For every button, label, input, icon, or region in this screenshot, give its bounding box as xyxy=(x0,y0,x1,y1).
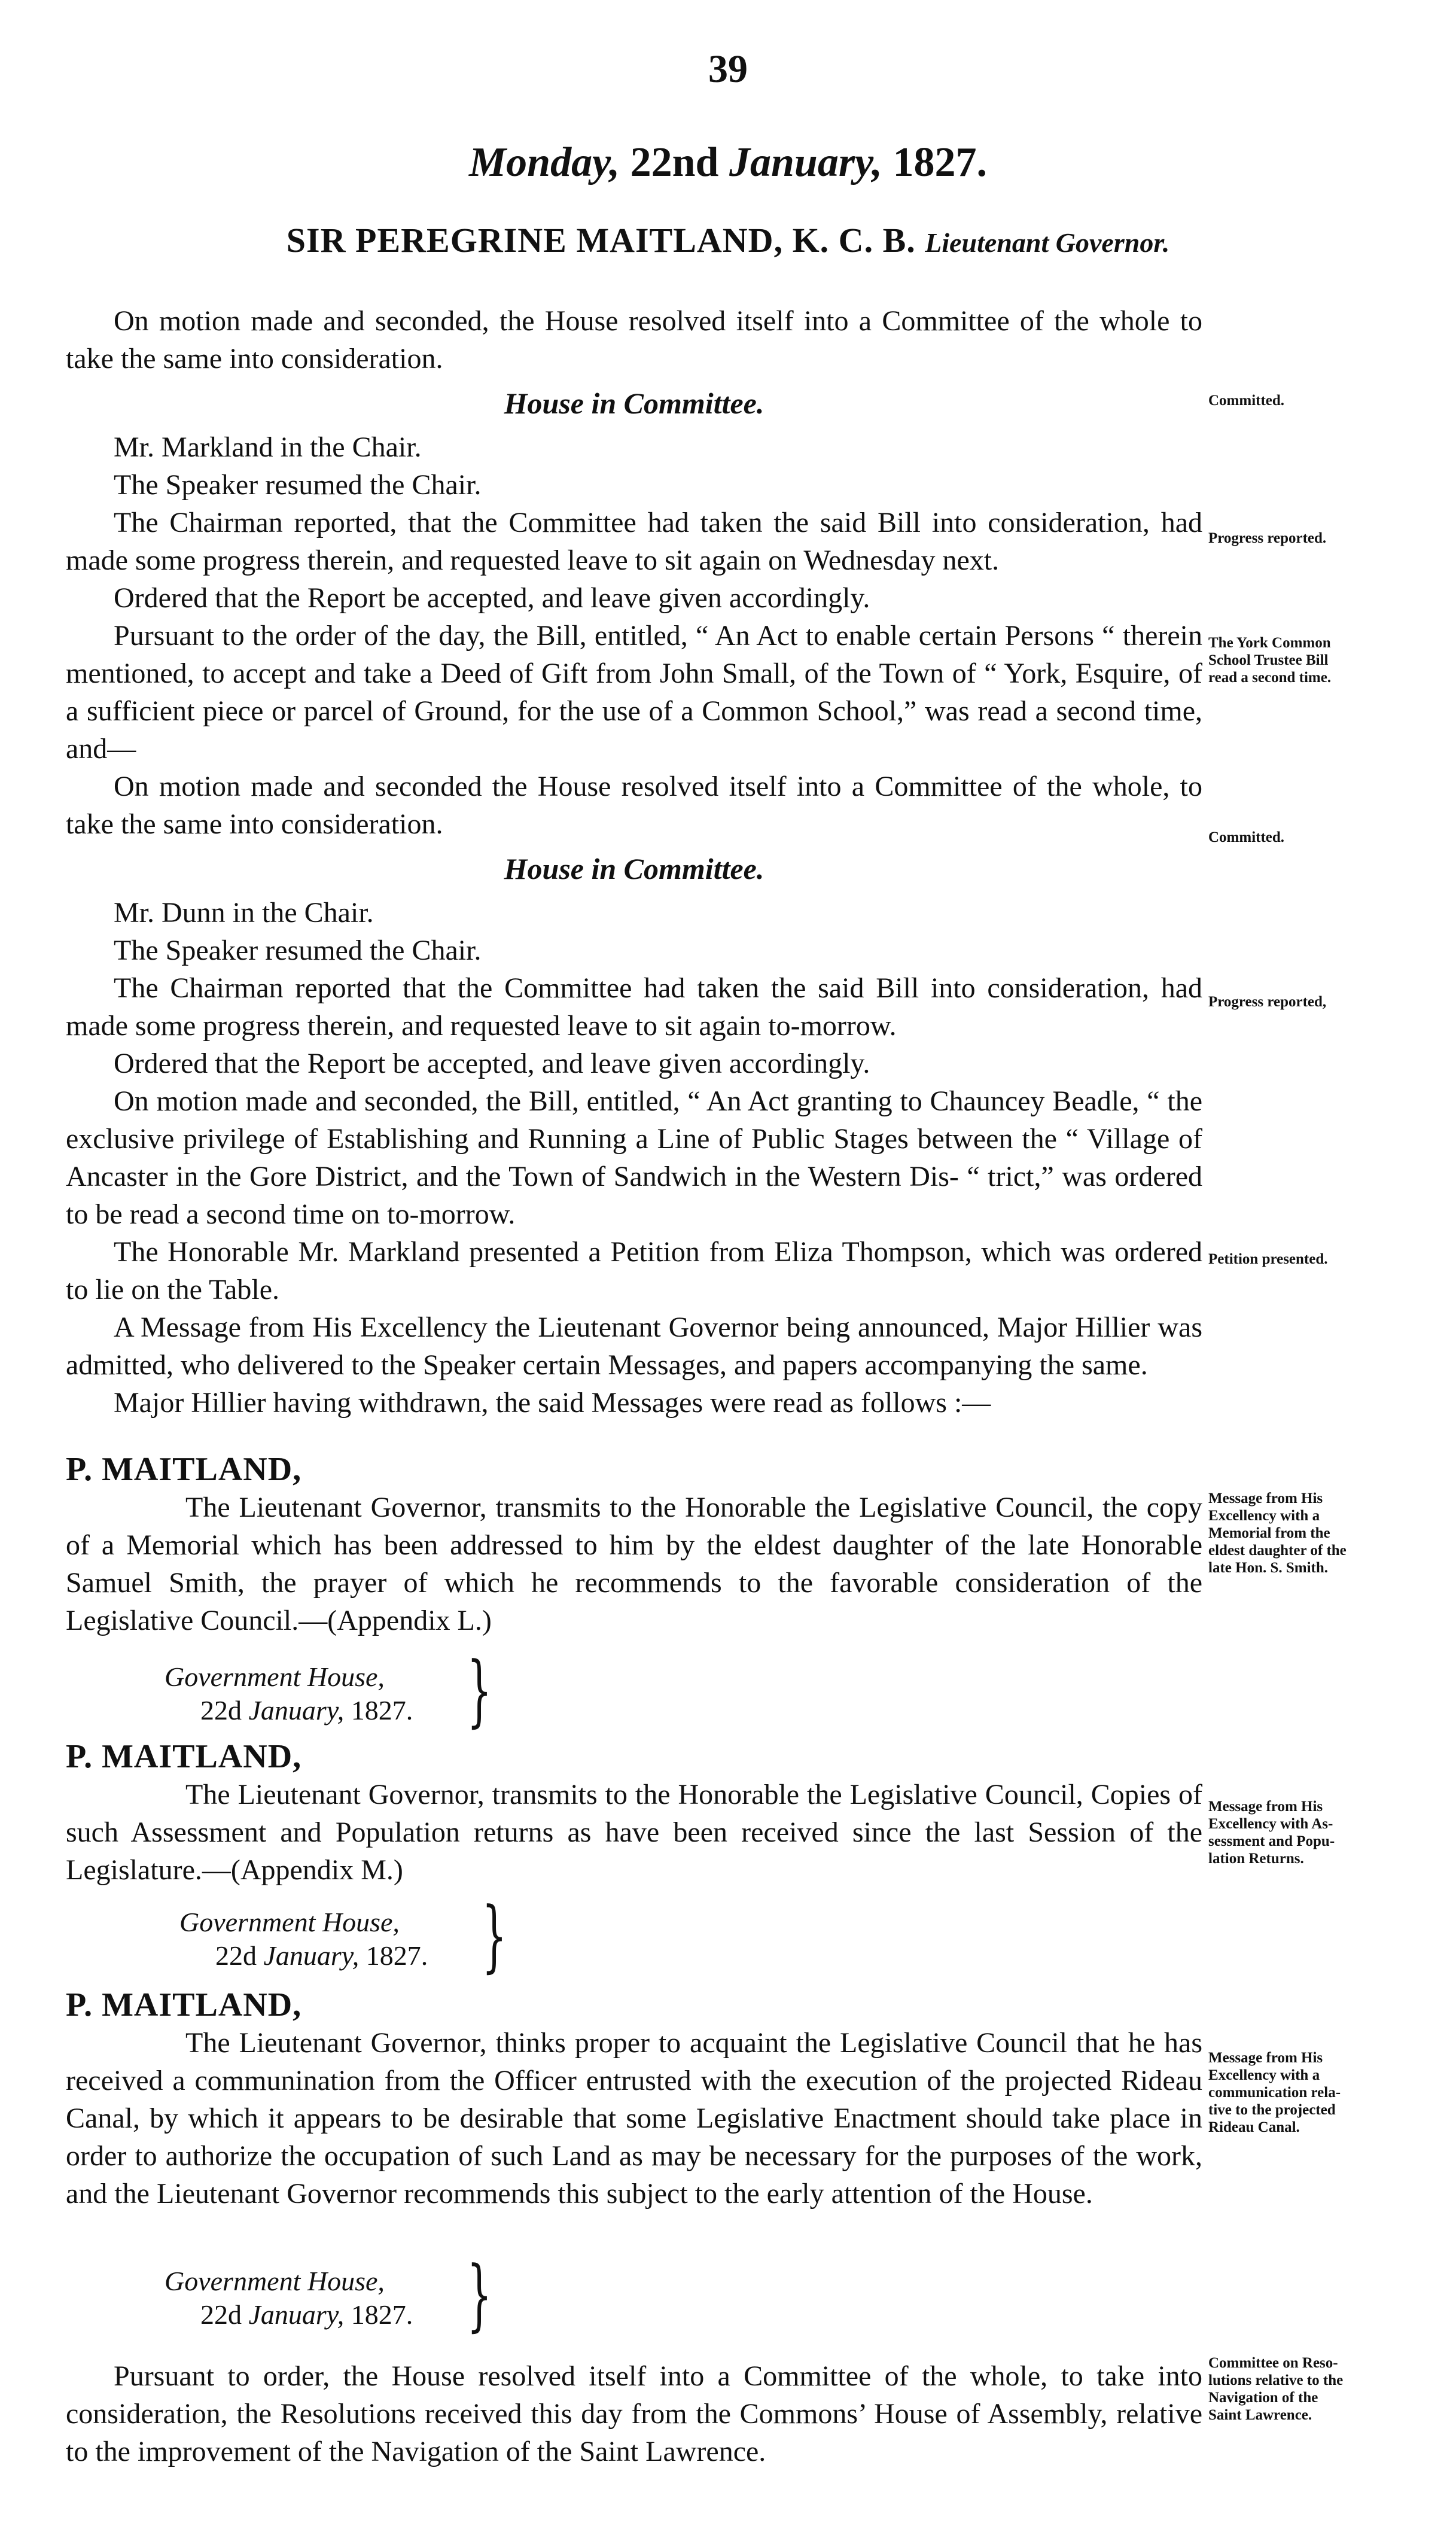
date-year: 1827. xyxy=(351,2299,413,2330)
margin-note-line: communication rela- xyxy=(1208,2084,1341,2101)
margin-note-line: Committed. xyxy=(1208,392,1285,409)
margin-note-line: Rideau Canal. xyxy=(1208,2119,1300,2135)
margin-note-line: Message from His xyxy=(1208,2050,1323,2066)
date-year: 1827. xyxy=(893,139,988,185)
paragraph: Mr. Dunn in the Chair. xyxy=(114,897,374,929)
margin-note-petition xyxy=(1208,1250,1400,1268)
date-num: 22d xyxy=(200,1695,242,1726)
paragraph: The Honorable Mr. Markland presented a Petition from Eliza Thompson, which was ordered to lie on the Table. xyxy=(66,1236,1202,1306)
governor-heading xyxy=(0,220,1456,260)
margin-note-committed xyxy=(1208,829,1400,846)
message-dateline xyxy=(165,2265,413,2332)
margin-note-saint-lawrence xyxy=(1208,2354,1400,2424)
paragraph: Pursuant to the order of the day, the Bill, entitled, “ An Act to enable certain Persons “ therein mentioned, to accept and take a Deed of Gift from John Small, of the Town of “ York, Esquire, of a sufficient piece or parcel of Ground, for the use of a Common School,” was read a second time, and— xyxy=(66,620,1202,765)
paragraph: Pursuant to order, the House resolved itself into a Committee of the whole, to take into consideration, the Resolutions received this day from the Commons’ House of Assembly, relative to the improvement of the Navigation of the Saint Lawrence. xyxy=(66,2360,1202,2467)
margin-note-line: Message from His xyxy=(1208,1799,1323,1815)
message-dateline xyxy=(179,1906,428,1973)
dateline-place: Government House, xyxy=(165,1661,385,1692)
paragraph: The Speaker resumed the Chair. xyxy=(114,935,482,966)
margin-note-line: Memorial from the xyxy=(1208,1525,1330,1541)
dateline-date xyxy=(165,1694,413,1727)
message-block-1 xyxy=(66,1451,1202,1639)
message-text: The Lieutenant Governor, transmits to the Honorable the Legislative Council, Copies of such Assessment and Population returns as have been received since the last Session of the Legislature.—(Appendix M.) xyxy=(66,1779,1202,1886)
paragraph: Major Hillier having withdrawn, the said Messages were read as follows :— xyxy=(114,1387,991,1419)
margin-note-line: Excellency with a xyxy=(1208,2067,1320,2083)
date-month: January, xyxy=(248,2299,345,2330)
paragraph: Mr. Markland in the Chair. xyxy=(114,431,422,463)
margin-note-line: Petition presented. xyxy=(1208,1251,1328,1267)
paragraph: The Chairman reported, that the Committee had taken the said Bill into consideration, had made some progress therein, and requested leave to sit again on Wednesday next. xyxy=(66,507,1202,576)
margin-note-line: sessment and Popu- xyxy=(1208,1833,1335,1849)
message-dateline xyxy=(165,1660,413,1727)
margin-note-line: The York Common xyxy=(1208,635,1331,651)
paragraph: On motion made and seconded, the House resolved itself into a Committee of the whole to take the same into consideration. xyxy=(66,305,1202,375)
margin-note-line: eldest daughter of the xyxy=(1208,1542,1347,1559)
margin-note-assessment xyxy=(1208,1798,1400,1867)
date-weekday: Monday, xyxy=(468,139,620,185)
date-day: 22nd xyxy=(630,139,719,185)
governor-name: SIR PEREGRINE MAITLAND, K. C. B. xyxy=(286,221,916,260)
message-block-2 xyxy=(66,1738,1202,1889)
margin-note-line: Committee on Reso- xyxy=(1208,2355,1338,2371)
margin-note-line: tive to the projected xyxy=(1208,2102,1336,2118)
margin-note-line: read a second time. xyxy=(1208,670,1332,686)
margin-note-progress xyxy=(1208,529,1400,547)
margin-note-line: Excellency with As- xyxy=(1208,1816,1333,1832)
date-month: January, xyxy=(263,1940,360,1971)
margin-note-progress xyxy=(1208,993,1400,1011)
paragraph: Ordered that the Report be accepted, and leave given accordingly. xyxy=(114,582,870,614)
signature: P. MAITLAND, xyxy=(66,1451,302,1488)
margin-note-york-school xyxy=(1208,634,1400,686)
section-heading: House in Committee. xyxy=(504,852,764,885)
date-month: January, xyxy=(729,139,883,185)
margin-note-line: Progress reported, xyxy=(1208,994,1327,1010)
dateline-date xyxy=(179,1939,428,1973)
paragraph: The Speaker resumed the Chair. xyxy=(114,469,482,501)
margin-note-memorial xyxy=(1208,1490,1400,1577)
message-text: The Lieutenant Governor, transmits to the Honorable the Legislative Council, the copy of a Memorial which has been addressed to him by the eldest daughter of the late Honorable Samuel Smith, the prayer of which he recommends to the favorable consideration of the Legislative Council.—(Appendix L.) xyxy=(66,1492,1202,1636)
brace-icon: } xyxy=(482,1890,507,1981)
date-year: 1827. xyxy=(365,1940,428,1971)
paragraph: A Message from His Excellency the Lieutenant Governor being announced, Major Hillier was admitted, who delivered to the Speaker certain Messages, and papers accompanying the same. xyxy=(66,1311,1202,1381)
date-heading xyxy=(0,139,1456,187)
brace-icon: } xyxy=(467,2249,492,2340)
proceedings-block-1 xyxy=(66,302,1202,1422)
date-year: 1827. xyxy=(351,1695,413,1726)
message-block-3 xyxy=(66,1986,1202,2213)
date-month: January, xyxy=(248,1695,345,1726)
margin-note-line: Saint Lawrence. xyxy=(1208,2407,1312,2423)
section-heading: House in Committee. xyxy=(504,387,764,420)
dateline-date xyxy=(165,2298,413,2332)
paragraph: On motion made and seconded, the Bill, entitled, “ An Act granting to Chauncey Beadle, “ the exclusive privilege of Establishing and Running a Line of Public Stages between the “ Village of Ancaster in the Gore District, and the Town of Sandwich in the Western Dis- “ trict,” was ordered to be read a second time on to-morrow. xyxy=(66,1085,1202,1230)
dateline-place: Government House, xyxy=(179,1907,400,1937)
margin-note-line: Excellency with a xyxy=(1208,1508,1320,1524)
margin-note-line: School Trustee Bill xyxy=(1208,652,1329,668)
margin-note-line: Progress reported. xyxy=(1208,530,1327,546)
governor-title: Lieutenant Governor. xyxy=(925,227,1170,258)
paragraph: On motion made and seconded the House resolved itself into a Committee of the whole, to take the same into consideration. xyxy=(66,771,1202,840)
signature: P. MAITLAND, xyxy=(66,1738,302,1775)
margin-note-line: Committed. xyxy=(1208,829,1285,845)
dateline-place: Government House, xyxy=(165,2266,385,2296)
message-text: The Lieutenant Governor, thinks proper to acquaint the Legislative Council that he has received a communination from the Officer entrusted with the execution of the projected Rideau Canal, by which it appears to be desirable that some Legislative Enactment should take place in order to authorize the occupation of such Land as may be necessary for the purposes of the work, and the Lieutenant Governor recommends this subject to the early attention of the House. xyxy=(66,2027,1202,2210)
margin-note-line: late Hon. S. Smith. xyxy=(1208,1560,1329,1576)
final-block xyxy=(66,2357,1202,2470)
margin-note-line: Message from His xyxy=(1208,1490,1323,1507)
date-num: 22d xyxy=(215,1940,257,1971)
margin-note-rideau xyxy=(1208,2049,1400,2136)
margin-note-line: Navigation of the xyxy=(1208,2390,1318,2406)
paragraph: Ordered that the Report be accepted, and leave given accordingly. xyxy=(114,1048,870,1079)
margin-note-committed xyxy=(1208,392,1400,409)
date-num: 22d xyxy=(200,2299,242,2330)
page-number: 39 xyxy=(708,47,748,91)
brace-icon: } xyxy=(467,1645,492,1736)
margin-note-line: lation Returns. xyxy=(1208,1851,1304,1867)
paragraph: The Chairman reported that the Committee had taken the said Bill into consideration, had made some progress therein, and requested leave to sit again to-morrow. xyxy=(66,972,1202,1042)
signature: P. MAITLAND, xyxy=(66,1986,302,2023)
margin-note-line: lutions relative to the xyxy=(1208,2372,1344,2388)
